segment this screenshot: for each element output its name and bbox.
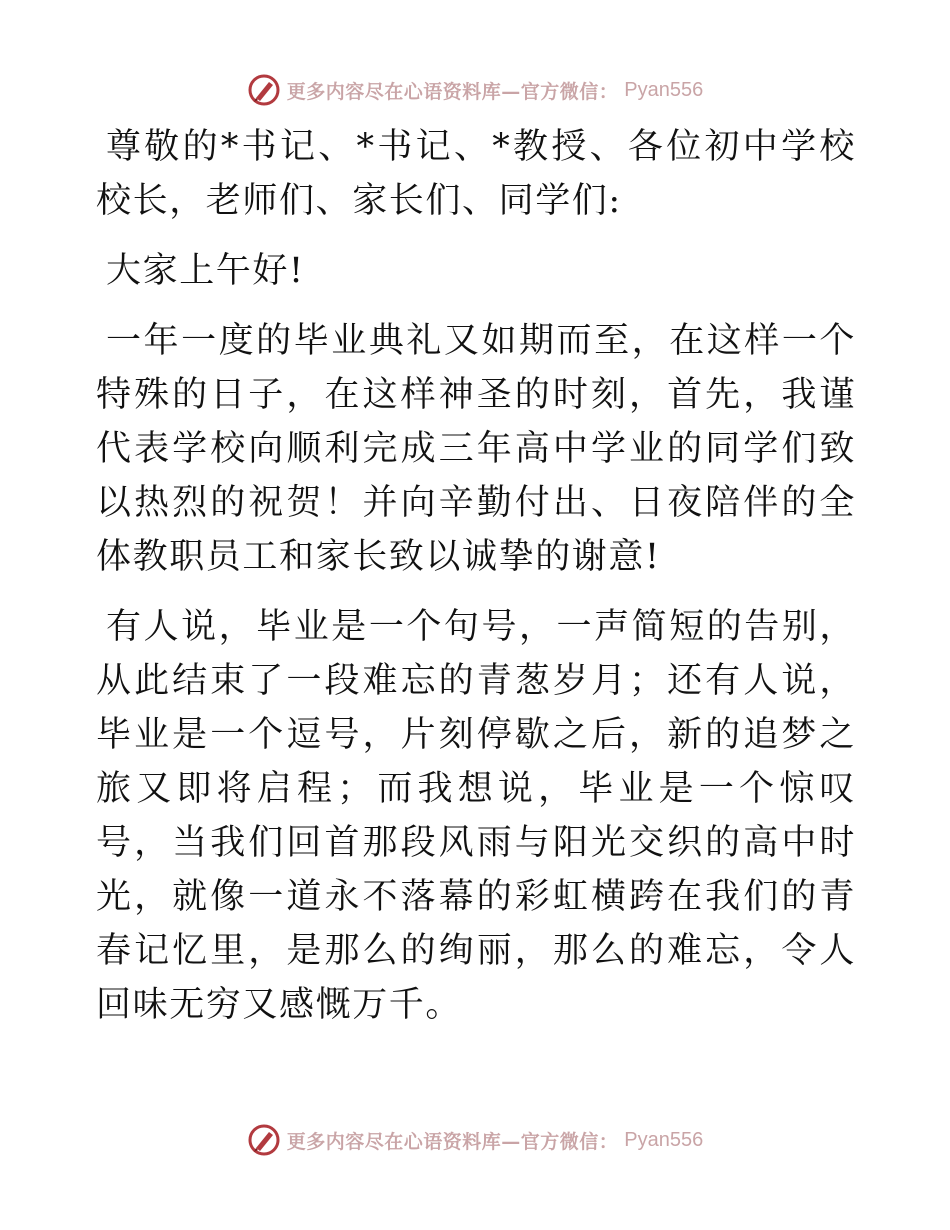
pen-logo-icon bbox=[247, 73, 281, 107]
speech-body bbox=[96, 120, 856, 1048]
header-banner-text: 更多内容尽在心语资料库—官方微信： bbox=[286, 80, 619, 103]
footer-banner bbox=[0, 1120, 950, 1160]
footer-wechat-id: Pyan556 bbox=[624, 1128, 704, 1151]
greeting-paragraph: 大家上午好! bbox=[106, 251, 305, 291]
graduation-reflection-paragraph: 有人说，毕业是一个句号，一声简短的告别，从此结束了一段难忘的青葱岁月；还有人说，毕业是一个逗号，片刻停歇之后，新的追梦之旅又即将启程；而我想说，毕业是一个惊叹号，当我们回首那段风雨与阳光交织的高中时光，就像一道永不落幕的彩虹横跨在我们的青春记忆里，是那么的绚丽，那么的难忘，令人回味无穷又感慨万千。 bbox=[96, 607, 856, 1025]
footer-banner-text: 更多内容尽在心语资料库—官方微信： bbox=[286, 1130, 619, 1153]
pen-logo-icon bbox=[247, 1123, 281, 1157]
header-wechat-id: Pyan556 bbox=[624, 78, 704, 101]
salutation-paragraph: 尊敬的*书记、*书记、*教授、各位初中学校校长，老师们、家长们、同学们: bbox=[96, 127, 856, 221]
opening-paragraph: 一年一度的毕业典礼又如期而至，在这样一个特殊的日子，在这样神圣的时刻，首先，我谨代表学校向顺利完成三年高中学业的同学们致以热烈的祝贺！并向辛勤付出、日夜陪伴的全体教职员工和家长致以诚挚的谢意! bbox=[96, 321, 856, 577]
header-banner bbox=[0, 70, 950, 110]
